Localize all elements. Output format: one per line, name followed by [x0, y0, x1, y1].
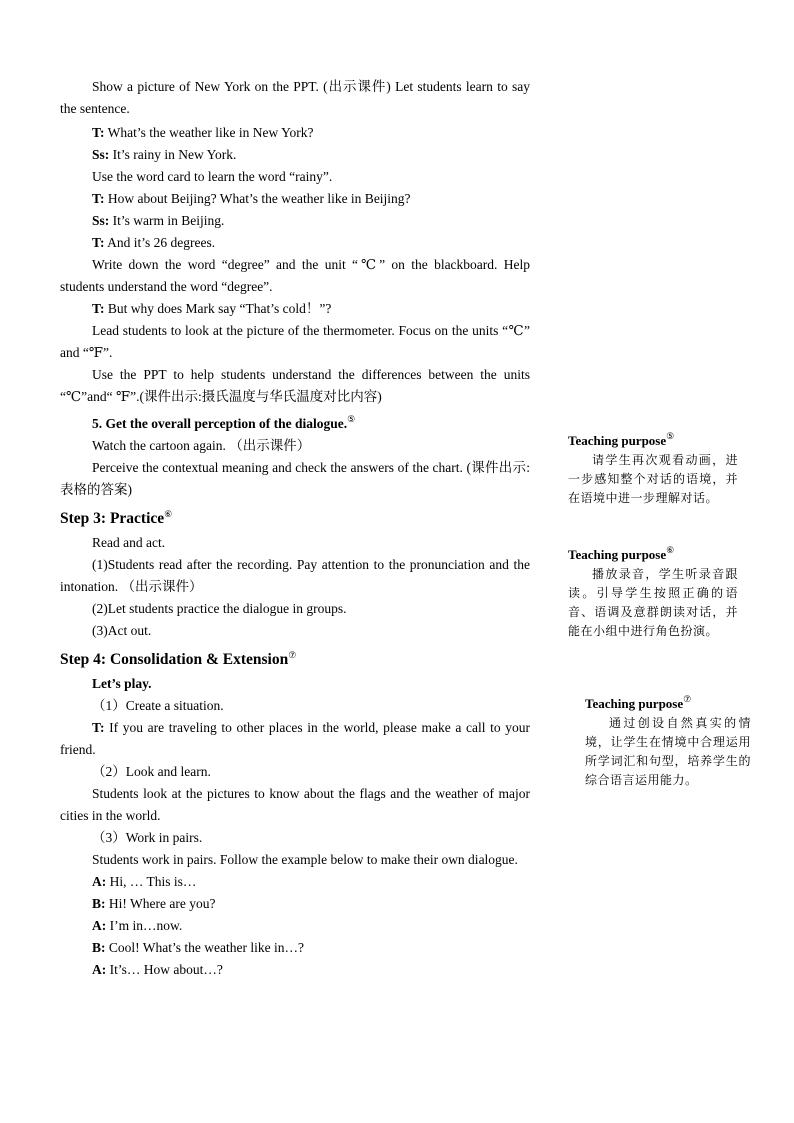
note-heading — [585, 689, 751, 714]
note-text: 播放录音，学生听录音跟读。引导学生按照正确的语音、语调及意群朗读对话，并能在小组中进行角色扮演。 — [568, 567, 738, 638]
note-title: Teaching purpose — [585, 696, 684, 711]
utterance: And it’s 26 degrees. — [104, 235, 216, 250]
dialogue-line — [60, 959, 530, 981]
footnote-marker: ⑤ — [347, 414, 356, 424]
note-heading — [568, 540, 738, 565]
step-heading — [60, 642, 530, 673]
paragraph: (1)Students read after the recording. Pay attention to the pronunciation and the intonation. （出示课件） — [60, 557, 530, 594]
footnote-marker: ⑥ — [666, 545, 675, 555]
lesson-plan-body — [60, 76, 530, 981]
speaker: T: — [92, 720, 105, 735]
paragraph: （3）Work in pairs. — [92, 830, 203, 845]
paragraph: Write down the word “degree” and the unit “℃” on the blackboard. Help students understand the word “degree”. — [60, 257, 530, 294]
utterance: It’s… How about…? — [106, 962, 223, 977]
speaker: A: — [92, 874, 107, 889]
paragraph: （1）Create a situation. — [92, 698, 224, 713]
speaker: T: — [92, 235, 105, 250]
note-heading — [568, 426, 738, 451]
paragraph: Perceive the contextual meaning and check the answers of the chart. (课件出示:表格的答案) — [60, 460, 530, 497]
dialogue-line — [60, 232, 530, 254]
paragraph: （2）Look and learn. — [92, 764, 211, 779]
paragraph: (2)Let students practice the dialogue in groups. — [92, 601, 347, 616]
paragraph: Read and act. — [92, 535, 166, 550]
utterance: I’m in…now. — [106, 918, 183, 933]
paragraph: Students look at the pictures to know about the flags and the weather of major cities in the world. — [60, 786, 530, 823]
speaker: T: — [92, 301, 105, 316]
utterance: If you are traveling to other places in the world, please make a call to your friend. — [60, 720, 530, 757]
section-heading: Let’s play. — [92, 676, 152, 691]
paragraph: Use the word card to learn the word “rainy”. — [92, 169, 333, 184]
section-heading — [60, 408, 530, 435]
utterance: Cool! What’s the weather like in…? — [105, 940, 304, 955]
dialogue-line — [60, 915, 530, 937]
speaker: T: — [92, 191, 105, 206]
speaker: B: — [92, 940, 106, 955]
dialogue-line — [60, 122, 530, 144]
speaker: Ss: — [92, 147, 110, 162]
step-title: Step 4: Consolidation & Extension — [60, 651, 289, 668]
utterance: How about Beijing? What’s the weather like in Beijing? — [104, 191, 411, 206]
teaching-purpose-note — [585, 689, 751, 790]
footnote-marker: ⑦ — [683, 694, 692, 704]
paragraph: Show a picture of New York on the PPT. (出示课件) Let students learn to say the sentence. — [60, 79, 530, 116]
speaker: A: — [92, 918, 107, 933]
dialogue-line — [60, 871, 530, 893]
note-text: 请学生再次观看动画，进一步感知整个对话的语境，并在语境中进一步理解对话。 — [568, 453, 738, 505]
speaker: B: — [92, 896, 106, 911]
dialogue-line — [60, 210, 530, 232]
speaker: T: — [92, 125, 105, 140]
footnote-marker: ⑥ — [164, 509, 173, 519]
utterance: What’s the weather like in New York? — [104, 125, 314, 140]
note-text: 通过创设自然真实的情境，让学生在情境中合理运用所学词汇和句型，培养学生的综合语言运用能力。 — [585, 716, 751, 787]
paragraph: Students work in pairs. Follow the example below to make their own dialogue. — [92, 852, 518, 867]
teaching-purpose-note — [568, 426, 738, 508]
speaker: Ss: — [92, 213, 110, 228]
note-title: Teaching purpose — [568, 433, 667, 448]
teaching-purpose-note — [568, 540, 738, 641]
paragraph: Lead students to look at the picture of the thermometer. Focus on the units “℃” and “℉”. — [60, 323, 530, 360]
utterance: It’s warm in Beijing. — [109, 213, 225, 228]
utterance: Hi, … This is… — [106, 874, 197, 889]
dialogue-line — [60, 144, 530, 166]
dialogue-line — [60, 188, 530, 210]
dialogue-line — [60, 937, 530, 959]
note-title: Teaching purpose — [568, 547, 667, 562]
paragraph: Use the PPT to help students understand the differences between the units “℃”and“ ℉”.(课件出示:摄氏温度与华氏温度对比内容) — [60, 367, 530, 404]
paragraph: Watch the cartoon again. （出示课件） — [92, 438, 311, 453]
paragraph: (3)Act out. — [92, 623, 152, 638]
utterance: It’s rainy in New York. — [109, 147, 237, 162]
footnote-marker: ⑦ — [288, 650, 297, 660]
footnote-marker: ⑤ — [666, 431, 675, 441]
step-heading — [60, 501, 530, 532]
dialogue-line — [60, 893, 530, 915]
step-title: Step 3: Practice — [60, 510, 165, 527]
utterance: Hi! Where are you? — [105, 896, 216, 911]
dialogue-line — [60, 298, 530, 320]
speaker: A: — [92, 962, 107, 977]
heading-text: 5. Get the overall perception of the dialogue. — [92, 416, 348, 431]
dialogue-line — [60, 717, 530, 761]
utterance: But why does Mark say “That’s cold！”? — [104, 301, 332, 316]
